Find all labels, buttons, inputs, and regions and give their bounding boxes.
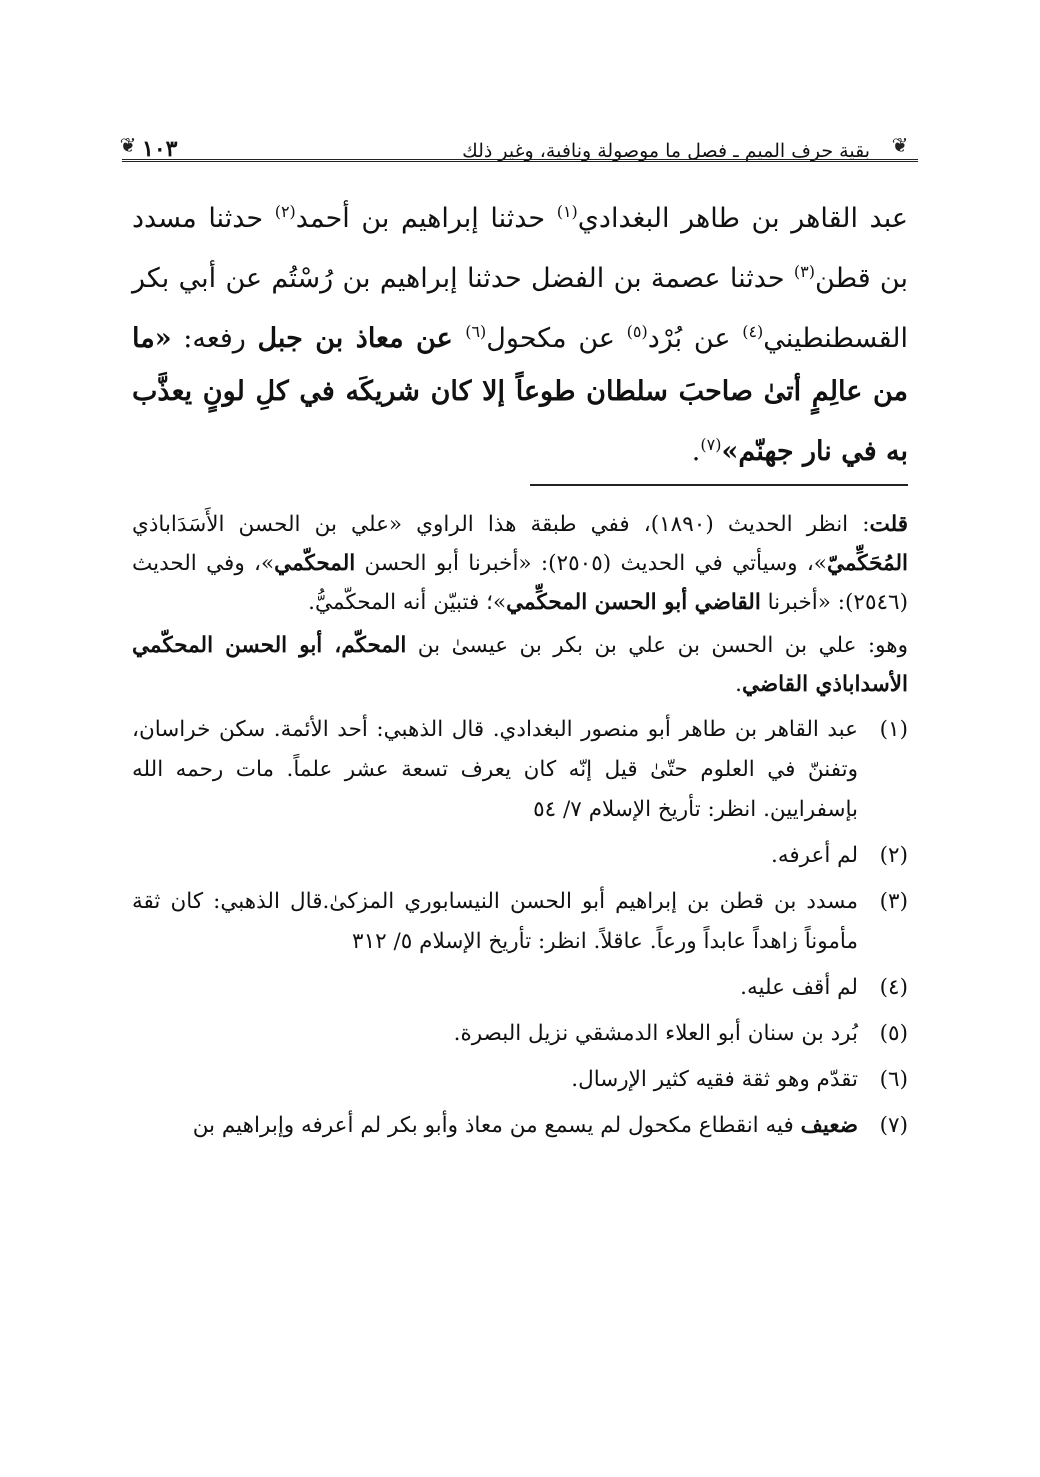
page-header (119, 122, 918, 168)
narrator-name: عن معاذ بن جبل (257, 323, 466, 354)
footnote-text: مسدد بن قطن بن إبراهيم أبو الحسن النيسابوري المزكىٰ.قال الذهبي: كان ثقة مأموناً زاهداً عابداً ورعاً. عاقلاً. انظر: تأريخ الإسلام ٥/ ٣١٢ (132, 889, 858, 954)
ornament-icon: ❦ (119, 133, 137, 157)
footnote-number: (٣) (879, 889, 908, 914)
running-title: بقية حرف الميم ـ فصل ما موصولة ونافية، وغير ذلك (462, 140, 870, 162)
footnotes (132, 505, 908, 1150)
footnote-text: تقدّم وهو ثقة فقيه كثير الإرسال. (571, 1067, 858, 1092)
footnote-ref: (١) (556, 202, 578, 221)
note-paragraph: قلت: انظر الحديث (١٨٩٠)، ففي طبقة هذا الراوي «علي بن الحسن الأَسَدَاباذي المُحَكِّميّ»، وسيأتي في الحديث (٢٥٠٥): «أخبرنا أبو الحسن المحكّمي»، وفي الحديث (٢٥٤٦): «أخبرنا القاضي أبو الحسن المحكِّمي»؛ فتبيّن أنه المحكّميُّ. (132, 512, 909, 615)
footnote-ref: (٧) (700, 435, 722, 454)
footnote-ref: (٥) (626, 322, 648, 341)
footnote-number: (٧) (879, 1113, 908, 1138)
hadith-text: «ما من عالِمٍ أتىٰ صاحبَ سلطان طوعاً إلا كان شريكَه في كلِ لونٍ يعذَّب به في نار جهنّم» (132, 323, 908, 467)
note-paragraph: وهو: علي بن الحسن بن علي بن بكر بن عيسىٰ بن المحكّم، أبو الحسن المحكّمي الأسداباذي القاضي. (132, 633, 908, 697)
footnote-item (132, 968, 908, 1008)
header-rule (122, 159, 918, 168)
footnote-text: لم أقف عليه. (740, 975, 858, 1000)
footnote-number: (٢) (879, 843, 908, 868)
footnote-ref: (٦) (465, 322, 487, 341)
footnote-ref: (٢) (274, 202, 296, 221)
footnote-text: لم أعرفه. (771, 843, 858, 868)
footnote-number: (١) (879, 717, 908, 742)
footnote-item (132, 882, 908, 962)
footnote-item (132, 1060, 908, 1100)
footnote-number: (٥) (879, 1021, 908, 1046)
footnote-item (132, 1014, 908, 1054)
footnote-item (132, 710, 908, 830)
main-text (132, 185, 908, 478)
footnote-ref: (٤) (742, 322, 764, 341)
footnote-text: عبد القاهر بن طاهر أبو منصور البغدادي. قال الذهبي: أحد الأئمة. سكن خراسان، وتفننّ في العلوم حتّىٰ قيل إنّه كان يعرف تسعة عشر علماً. مات رحمه الله بإسفرايين. انظر: تأريخ الإسلام ٧/ ٥٤ (132, 717, 858, 822)
footnote-number: (٦) (879, 1067, 908, 1092)
footnote-separator (530, 484, 908, 486)
hadith-paragraph: عبد القاهر بن طاهر البغدادي$^{(١)}$ حدثنا إبراهيم بن أحمد$^{(٢)}$ حدثنا مسدد بن قطن$^{(٣)}$ حدثنا عصمة بن الفضل حدثنا إبراهيم بن رُسْتُم عن أبي بكر القسطنطيني$^{(٤)}$ عن بُرْد$^{(٥)}$ عن مكحول$^{(٦)}$ عن معاذ بن جبل رفعه: «ما من عالِمٍ أتىٰ صاحبَ سلطان طوعاً إلا كان شريكَه في كلِ لونٍ يعذَّب به في نار جهنّم»$^{(٧)}$. (132, 202, 909, 467)
footnote-text: بُرد بن سنان أبو العلاء الدمشقي نزيل البصرة. (453, 1021, 858, 1046)
footnote-number: (٤) (879, 975, 908, 1000)
footnote-ref: (٣) (793, 262, 816, 281)
footnote-text: ضعيف فيه انقطاع مكحول لم يسمع من معاذ وأبو بكر لم أعرفه وإبراهيم بن (192, 1113, 858, 1138)
page-number: ١٠٣ (142, 136, 178, 162)
ornament-icon: ❦ (891, 133, 909, 157)
footnote-item (132, 836, 908, 876)
footnote-item (132, 1106, 908, 1146)
